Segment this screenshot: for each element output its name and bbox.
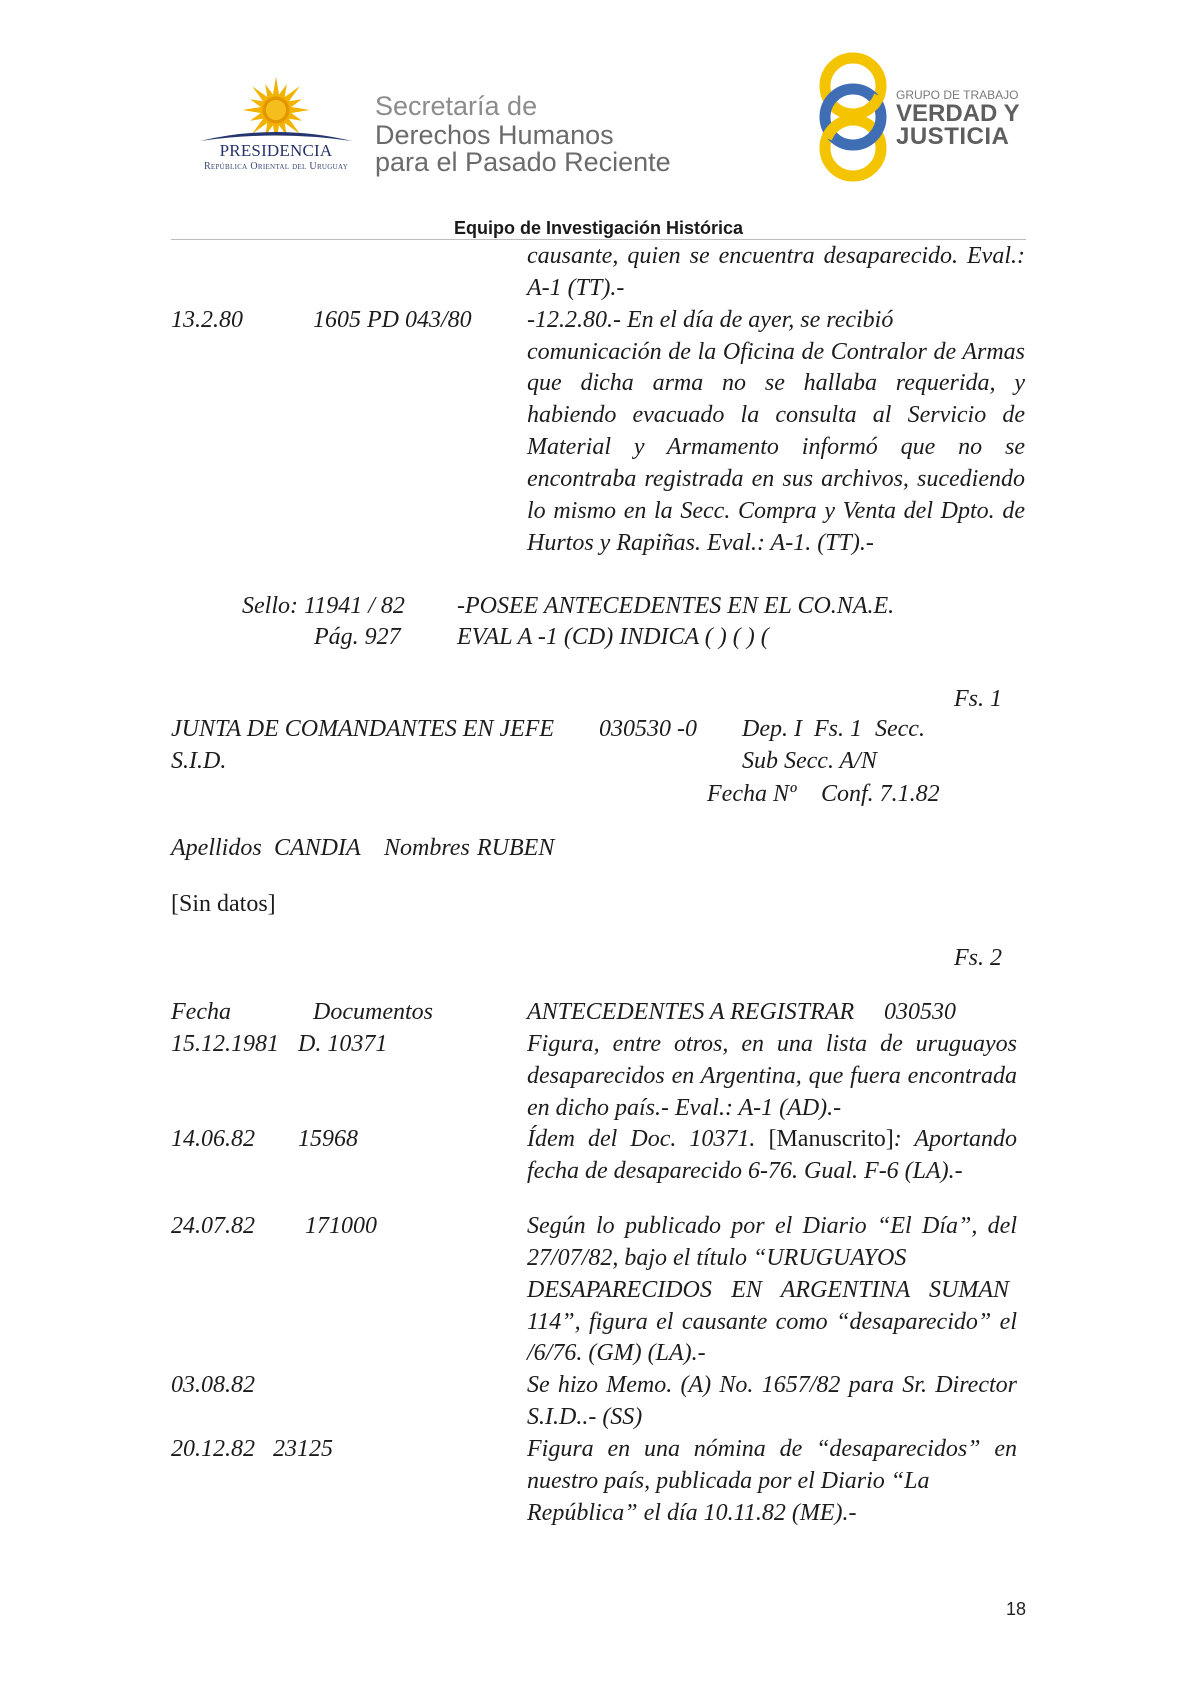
handwritten-annotation: [Manuscrito] [768, 1126, 894, 1152]
presidencia-sun-logo [192, 68, 362, 148]
row-document: 23125 [273, 1436, 333, 1462]
entry-date: 13.2.80 [171, 307, 243, 333]
entry-document: 1605 PD 043/80 [313, 307, 472, 333]
row-line: Figura, entre otros, en una lista de uruguayos [527, 1031, 1017, 1057]
row-line: en dicho país.- Eval.: A-1 (AD).- [527, 1095, 842, 1121]
row-line: 114”, figura el causante como “desaparecido” el [527, 1309, 1017, 1335]
grupo-trabajo-label: GRUPO DE TRABAJO [896, 88, 1019, 102]
fecha-label: Fecha Nº [707, 781, 797, 807]
row-document: D. 10371 [298, 1031, 388, 1057]
verdad-label: VERDAD Y [896, 100, 1020, 127]
conf-date: Conf. 7.1.82 [821, 781, 940, 807]
row-line: /6/76. (GM) (LA).- [527, 1340, 706, 1366]
column-header-documentos: Documentos [313, 999, 433, 1025]
folio-label: Fs. 1 [954, 686, 1002, 712]
row-date: 03.08.82 [171, 1372, 255, 1398]
file-number: 030530 -0 [599, 716, 697, 742]
entry-line: A-1 (TT).- [527, 275, 625, 301]
row-date: 24.07.82 [171, 1213, 255, 1239]
row-line: desaparecidos en Argentina, que fuera encontrada [527, 1063, 1017, 1089]
entry-line: comunicación de la Oficina de Contralor de Armas [527, 339, 1025, 365]
team-title: Equipo de Investigación Histórica [453, 218, 744, 238]
sello-number: Sello: 11941 / 82 [242, 593, 405, 619]
organism-name: JUNTA DE COMANDANTES EN JEFE [171, 716, 555, 742]
secretaria-line-1: Secretaría de [375, 91, 538, 121]
entry-line: habiendo evacuado la consulta al Servicio de [527, 402, 1025, 428]
nombres-value: RUBEN [477, 835, 555, 861]
secc-label: Secc. [875, 716, 925, 742]
row-line: Se hizo Memo. (A) No. 1657/82 para Sr. Director [527, 1372, 1017, 1398]
row-date: 20.12.82 [171, 1436, 255, 1462]
presidencia-subtitle: República Oriental del Uruguay [203, 161, 349, 172]
nombres-label: Nombres [384, 835, 470, 861]
secretaria-line-2: Derechos Humanos [375, 120, 614, 150]
fs-label: Fs. 1 [814, 716, 862, 742]
column-header-antecedentes: ANTECEDENTES A REGISTRAR [527, 999, 855, 1025]
page-number: 18 [1006, 1599, 1027, 1619]
entry-line: Material y Armamento informó que no se [527, 434, 1025, 460]
row-date: 15.12.1981 [171, 1031, 279, 1057]
row-line: nuestro país, publicada por el Diario “La [527, 1468, 930, 1494]
row-line: Figura en una nómina de “desaparecidos” en [527, 1436, 1017, 1462]
secretaria-line-3: para el Pasado Reciente [375, 147, 671, 177]
entry-line: Hurtos y Rapiñas. Eval.: A-1. (TT).- [527, 530, 874, 556]
entry-line: que dicha arma no se hallaba requerida, y [527, 370, 1025, 396]
row-document: 15968 [298, 1126, 358, 1152]
row-date: 14.06.82 [171, 1126, 255, 1152]
row-line: fecha de desaparecido 6-76. Gual. F-6 (LA).- [527, 1158, 963, 1184]
column-header-fecha: Fecha [171, 999, 231, 1025]
row-line: S.I.D..- (SS) [527, 1404, 643, 1430]
stamp-line: -POSEE ANTECEDENTES EN EL CO.NA.E. [457, 593, 895, 619]
row-line [527, 1123, 1017, 1155]
row-line: 27/07/82, bajo el título “URUGUAYOS [527, 1245, 907, 1271]
folio-label: Fs. 2 [954, 945, 1002, 971]
apellidos-value: CANDIA [274, 835, 361, 861]
entry-line: lo mismo en la Secc. Compra y Venta del Dpto. de [527, 498, 1025, 524]
page-reference: Pág. 927 [314, 624, 401, 650]
entry-line: encontraba registrada en sus archivos, sucediendo [527, 466, 1025, 492]
no-data-note: [Sin datos] [171, 891, 276, 917]
service-name: S.I.D. [171, 748, 227, 774]
row-line-text: Ídem del Doc. 10371. [527, 1126, 756, 1152]
row-line: DESAPARECIDOS EN ARGENTINA SUMAN [527, 1277, 1009, 1303]
entry-line: -12.2.80.- En el día de ayer, se recibió [527, 307, 894, 333]
apellidos-label: Apellidos [171, 835, 262, 861]
subsecc-label: Sub Secc. A/N [742, 748, 877, 774]
column-header-number: 030530 [884, 999, 956, 1025]
row-line: Según lo publicado por el Diario “El Día”, del [527, 1213, 1017, 1239]
presidencia-title: PRESIDENCIA [219, 141, 333, 160]
justicia-label: JUSTICIA [896, 123, 1010, 150]
row-document: 171000 [305, 1213, 377, 1239]
entry-line: causante, quien se encuentra desaparecido. Eval.: [527, 243, 1025, 269]
row-line: República” el día 10.11.82 (ME).- [527, 1500, 857, 1526]
row-line-text: : Aportando [893, 1126, 1018, 1152]
stamp-line: EVAL A -1 (CD) INDICA ( ) ( ) ( [457, 624, 769, 650]
dep-label: Dep. I [742, 716, 802, 742]
verdad-justicia-rings-logo [815, 52, 895, 184]
